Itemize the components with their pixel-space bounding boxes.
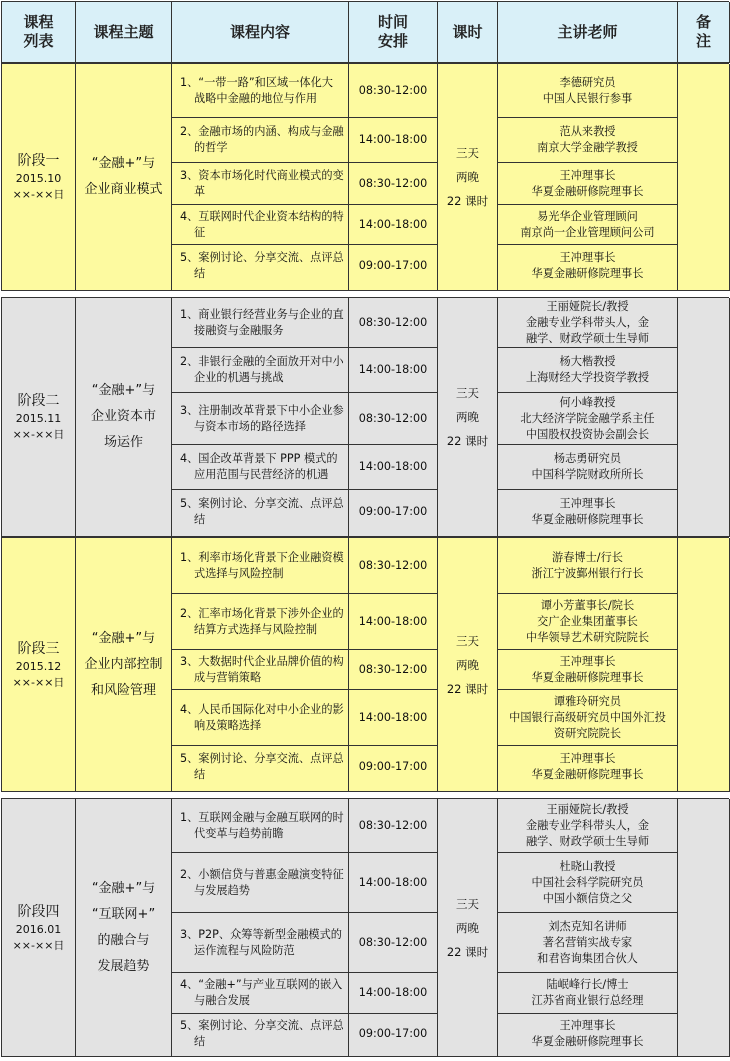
stage-topic <box>76 298 172 537</box>
course-content: 4、互联网时代企业资本结构的特征 <box>172 205 348 245</box>
teacher-line: 华夏金融研修院理事长 <box>531 768 644 781</box>
topic-line: 场运作 <box>103 435 143 450</box>
course-teacher <box>498 205 677 245</box>
course-content: 2、非银行金融的全面放开对中小企业的机遇与挑战 <box>172 348 348 393</box>
content-column <box>172 64 349 291</box>
course-time: 14:00-18:00 <box>349 690 437 746</box>
hours-line: 三天 <box>456 386 479 400</box>
header-schedule: 时间安排 <box>349 2 438 63</box>
course-teacher <box>498 163 677 205</box>
course-content: 3、注册制改革背景下中小企业参与资本市场的路径选择 <box>172 393 348 445</box>
hours-line: 两晚 <box>456 170 479 184</box>
course-teacher <box>498 298 677 348</box>
hours-line: 22 课时 <box>446 681 489 696</box>
teacher-line: 中国小额信贷之父 <box>542 891 633 905</box>
hours-line: 两晚 <box>456 410 479 424</box>
teacher-line: 中国人民银行参事 <box>542 91 633 105</box>
teacher-line: 华夏金融研修院理事长 <box>531 1034 644 1048</box>
course-teacher <box>498 393 677 445</box>
teacher-column <box>498 298 678 537</box>
teacher-line: 杨大楷教授 <box>559 355 616 368</box>
course-content: 3、资本市场化时代商业模式的变革 <box>172 163 348 205</box>
notes-cell <box>678 64 730 291</box>
course-content: 3、大数据时代企业品牌价值的构成与营销策略 <box>172 650 348 690</box>
course-time: 14:00-18:00 <box>349 348 437 393</box>
course-time: 08:30-12:00 <box>349 298 437 348</box>
course-teacher <box>498 690 677 746</box>
teacher-line: 王冲理事长 <box>559 496 616 510</box>
course-time: 14:00-18:00 <box>349 205 437 245</box>
teacher-line: 王冲理事长 <box>559 752 616 765</box>
stage-block <box>1 63 729 291</box>
teacher-line: 中国股权投资协会副会长 <box>525 427 650 441</box>
stage-date: 2015.12 <box>15 659 62 673</box>
course-content: 5、案例讨论、分享交流、点评总结 <box>180 251 344 280</box>
course-teacher <box>498 118 677 163</box>
header-hours: 课时 <box>438 2 498 63</box>
teacher-line: 华夏金融研修院理事长 <box>531 512 644 526</box>
teacher-line: 王丽娅院长/教授 <box>546 802 629 816</box>
teacher-line: 南京尚一企业管理顾问公司 <box>520 225 655 239</box>
teacher-line: 和君咨询集团合伙人 <box>537 951 638 965</box>
course-time: 08:30-12:00 <box>349 650 437 690</box>
teacher-line: 杜晓山教授 <box>559 859 616 873</box>
stage-days: ××-××日 <box>12 428 65 441</box>
hours-line: 三天 <box>456 146 479 160</box>
teacher-line: 著名营销实战专家 <box>542 935 633 949</box>
teacher-line: 华夏金融研修院理事长 <box>531 670 644 684</box>
teacher-column <box>498 799 678 1057</box>
stage-topic <box>76 799 172 1057</box>
teacher-line: 上海财经大学投资学教授 <box>525 371 650 384</box>
topic-line: “金融+”与 <box>91 630 156 646</box>
course-teacher <box>498 799 677 853</box>
notes-cell <box>678 298 730 537</box>
stage-topic-lines <box>84 626 162 704</box>
header-content: 课程内容 <box>172 2 349 63</box>
course-time: 09:00-17:00 <box>358 760 428 773</box>
course-teacher <box>498 853 677 913</box>
stage-date: 2015.11 <box>15 412 62 425</box>
teacher-line: 谭雅玲研究员 <box>553 694 622 708</box>
teacher-column <box>498 538 678 792</box>
hours-line: 22 课时 <box>446 434 489 448</box>
content-column <box>172 799 349 1057</box>
course-time: 09:00-17:00 <box>358 1026 428 1040</box>
stage-topic-lines <box>84 151 162 203</box>
content-column <box>172 538 349 792</box>
stage-topic <box>76 538 172 792</box>
course-time: 09:00-17:00 <box>358 259 428 272</box>
stage-topic-lines <box>92 876 155 980</box>
time-column <box>349 538 438 792</box>
course-content: 5、案例讨论、分享交流、点评总结 <box>180 752 344 781</box>
header-teacher: 主讲老师 <box>498 2 678 63</box>
course-time: 08:30-12:00 <box>349 393 437 445</box>
course-content: 4、人民币国际化对中小企业的影响及策略选择 <box>172 690 348 746</box>
course-teacher <box>498 64 677 118</box>
stage-hours <box>438 538 498 792</box>
course-time: 09:00-17:00 <box>358 504 428 518</box>
course-content: 4、国企改革背景下 PPP 模式的应用范围与民营经济的机遇 <box>172 445 348 490</box>
course-time: 08:30-12:00 <box>349 64 437 118</box>
notes-cell <box>678 538 730 792</box>
teacher-line: 王冲理事长 <box>559 654 616 668</box>
stage-block <box>1 297 729 537</box>
teacher-line: 江苏省商业银行总经理 <box>531 994 644 1007</box>
course-content: 5、案例讨论、分享交流、点评总结 <box>180 496 344 526</box>
course-time: 08:30-12:00 <box>349 163 437 205</box>
course-content: 2、金融市场的内涵、构成与金融的哲学 <box>172 118 348 163</box>
stage-label <box>2 799 76 1057</box>
stage-name: 阶段二 <box>17 393 60 409</box>
course-content: 1、利率市场化背景下企业融资模式选择与风险控制 <box>172 538 348 594</box>
course-time: 08:30-12:00 <box>349 913 437 973</box>
stage-label <box>2 538 76 792</box>
course-teacher <box>498 245 677 287</box>
teacher-line: 游春博士/行长 <box>552 550 623 564</box>
teacher-column <box>498 64 678 291</box>
stage-date: 2016.01 <box>15 922 62 936</box>
teacher-line: 金融专业学科带头人，金 <box>525 818 650 832</box>
course-teacher <box>498 538 677 594</box>
stage-name: 阶段四 <box>17 903 60 920</box>
course-content: 4、“金融+”与产业互联网的嵌入与融合发展 <box>172 973 348 1014</box>
stage-hours <box>438 298 498 537</box>
stage-topic-lines <box>91 378 156 456</box>
stage-date: 2015.10 <box>15 172 62 185</box>
course-content: 3、P2P、众筹等新型金融模式的运作流程与风险防范 <box>172 913 348 973</box>
time-column <box>349 64 438 291</box>
header-course-list: 课程列表 <box>2 2 76 63</box>
stage-days: ××-××日 <box>12 938 65 952</box>
course-time: 14:00-18:00 <box>349 594 437 650</box>
teacher-line: 谭小芳董事长/院长 <box>540 598 635 612</box>
teacher-line: 北大经济学院金融学系主任 <box>520 411 655 425</box>
hours-line: 两晚 <box>456 920 479 935</box>
teacher-line: 王冲理事长 <box>559 251 616 264</box>
course-content: 2、汇率市场化背景下涉外企业的结算方式选择与风险控制 <box>172 594 348 650</box>
teacher-line: 中国社会科学院研究员 <box>531 875 644 889</box>
stage-days: ××-××日 <box>12 675 65 689</box>
stage-block <box>1 798 729 1057</box>
course-time: 14:00-18:00 <box>349 973 437 1014</box>
stage-name: 阶段三 <box>17 640 60 657</box>
teacher-line: 易光华企业管理顾问 <box>537 209 638 223</box>
stage-label <box>2 298 76 537</box>
topic-line: 发展趋势 <box>97 958 150 974</box>
table-header <box>1 1 729 63</box>
time-column <box>349 298 438 537</box>
topic-line: 企业商业模式 <box>84 182 163 197</box>
hours-line: 22 课时 <box>446 944 489 959</box>
teacher-line: 陆岷峰行长/博士 <box>546 978 629 991</box>
course-time: 14:00-18:00 <box>349 853 437 913</box>
topic-line: “互联网+” <box>91 906 156 922</box>
header-topic: 课程主题 <box>76 2 172 63</box>
course-content: 1、商业银行经营业务与企业的直接融资与金融服务 <box>172 298 348 348</box>
teacher-line: 中华领导艺术研究院院长 <box>525 630 650 644</box>
teacher-line: 范从来教授 <box>559 125 616 138</box>
teacher-line: 刘杰克知名讲师 <box>548 919 627 933</box>
teacher-line: 杨志勇研究员 <box>553 452 622 465</box>
stage-topic <box>76 64 172 291</box>
course-teacher <box>498 650 677 690</box>
stage-block <box>1 537 729 792</box>
course-content: 1、互联网金融与金融互联网的时代变革与趋势前瞻 <box>172 799 348 853</box>
hours-line: 三天 <box>456 896 479 911</box>
topic-line: 和风险管理 <box>90 682 156 698</box>
course-table <box>1 1 729 1057</box>
topic-line: “金融+”与 <box>91 383 156 398</box>
content-column <box>172 298 349 537</box>
teacher-line: 华夏金融研修院理事长 <box>531 267 644 280</box>
course-time: 08:30-12:00 <box>349 799 437 853</box>
teacher-line: 李德研究员 <box>559 75 616 89</box>
topic-line: “金融+”与 <box>91 880 156 896</box>
teacher-line: 王丽娅院长/教授 <box>546 299 629 313</box>
stage-label <box>2 64 76 291</box>
teacher-line: 交广企业集团董事长 <box>537 614 638 628</box>
hours-line: 三天 <box>456 633 479 648</box>
topic-line: 企业资本市 <box>90 409 156 424</box>
stages-container <box>1 63 729 1057</box>
hours-line: 两晚 <box>456 657 479 672</box>
teacher-line: 王冲理事长 <box>559 168 616 182</box>
topic-line: 企业内部控制 <box>84 656 163 672</box>
topic-line: 的融合与 <box>97 932 150 948</box>
course-teacher <box>498 746 677 788</box>
course-time: 14:00-18:00 <box>349 118 437 163</box>
teacher-line: 中国银行高级研究员中国外汇投 <box>509 710 666 724</box>
course-content: 1、“一带一路”和区域一体化大战略中金融的地位与作用 <box>172 64 348 118</box>
course-teacher <box>498 913 677 973</box>
notes-cell <box>678 799 730 1057</box>
course-teacher <box>498 973 677 1014</box>
teacher-line: 南京大学金融学教授 <box>537 141 638 154</box>
course-teacher <box>498 348 677 393</box>
course-teacher <box>498 594 677 650</box>
teacher-line: 华夏金融研修院理事长 <box>531 184 644 198</box>
stage-days: ××-××日 <box>12 188 65 201</box>
teacher-line: 融学、财政学硕士生导师 <box>525 331 650 345</box>
course-content: 2、小额信贷与普惠金融演变特征与发展趋势 <box>172 853 348 913</box>
hours-line: 22 课时 <box>446 194 489 208</box>
time-column <box>349 799 438 1057</box>
teacher-line: 浙江宁波鄞州银行行长 <box>531 566 644 580</box>
topic-line: “金融+”与 <box>91 156 156 171</box>
stage-hours <box>438 64 498 291</box>
course-content: 5、案例讨论、分享交流、点评总结 <box>180 1018 344 1048</box>
course-time: 08:30-12:00 <box>349 538 437 594</box>
teacher-line: 中国科学院财政所所长 <box>531 468 644 481</box>
header-notes: 备注 <box>678 2 730 63</box>
teacher-line: 何小峰教授 <box>559 395 616 409</box>
teacher-line: 王冲理事长 <box>559 1018 616 1032</box>
course-teacher <box>498 445 677 490</box>
teacher-line: 融学、财政学硕士生导师 <box>525 834 650 848</box>
course-teacher <box>498 1014 677 1053</box>
course-time: 14:00-18:00 <box>349 445 437 490</box>
course-teacher <box>498 490 677 533</box>
teacher-line: 金融专业学科带头人，金 <box>525 315 650 329</box>
teacher-line: 资研究院院长 <box>553 726 622 740</box>
stage-name: 阶段一 <box>17 153 60 169</box>
stage-hours <box>438 799 498 1057</box>
